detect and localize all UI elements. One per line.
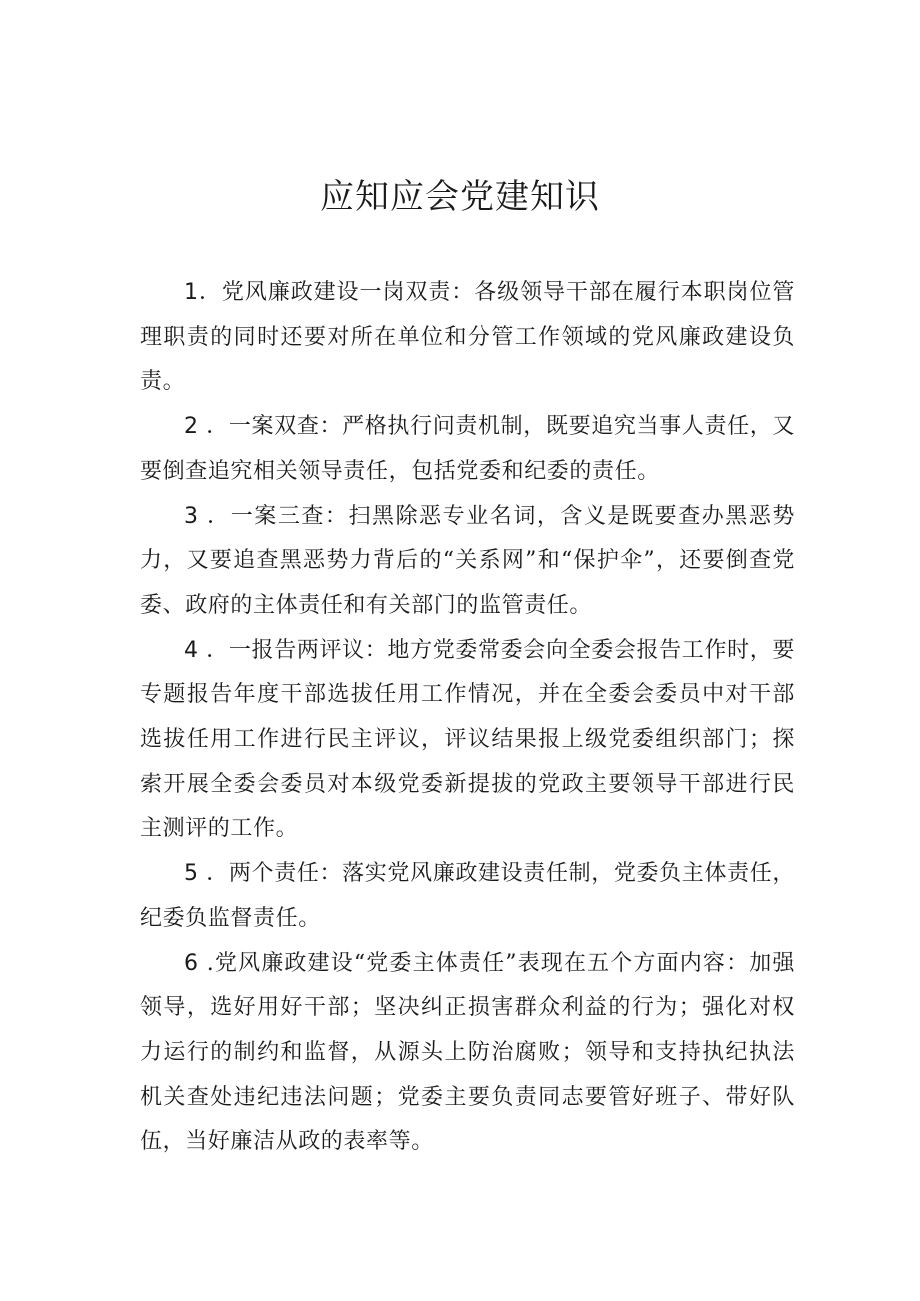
paragraph-5 [140,852,795,941]
item-separator: ． [198,637,229,663]
document-body [140,271,795,1165]
item-text: 一案双查：严格执行问责机制，既要追究当事人责任，又要倒查追究相关领导责任，包括党委和纪委的责任。 [140,414,795,484]
item-text: 一报告两评议：地方党委常委会向全委会报告工作时，要专题报告年度干部选拔任用工作情况，并在全委会委员中对干部选拔任用工作进行民主评议，评议结果报上级党委组织部门；探索开展全委会委员对本级党委新提拔的党政主要领导干部进行民主测评的工作。 [140,637,795,842]
item-number: 1 [184,280,199,305]
item-separator: ． [198,414,229,440]
item-separator: . [198,950,215,976]
item-number: 4 [184,637,199,663]
paragraph-2 [140,405,795,494]
item-number: 6 [184,950,199,976]
paragraph-1 [140,271,795,405]
item-separator: ． [198,503,231,529]
item-separator: ． [198,280,222,305]
item-text: 一案三查：扫黑除恶专业名词，含义是既要查办黑恶势力，又要追查黑恶势力背后的“关系网”和“保护伞”，还要倒查党委、政府的主体责任和有关部门的监管责任。 [140,503,795,618]
item-number: 3 [184,503,199,529]
item-number: 2 [184,414,199,440]
item-number: 5 [184,861,199,887]
item-text: 两个责任：落实党风廉政建设责任制，党委负主体责任，纪委负监督责任。 [140,861,795,931]
item-text: 党风廉政建设一岗双责：各级领导干部在履行本职岗位管理职责的同时还要对所在单位和分管工作领域的党风廉政建设负责。 [140,280,795,395]
paragraph-6 [140,942,795,1166]
paragraph-4 [140,629,795,853]
item-text: 党风廉政建设“党委主体责任”表现在五个方面内容：加强领导，选好用好干部；坚决纠正损害群众利益的行为；强化对权力运行的制约和监督，从源头上防治腐败；领导和支持执纪执法机关查处违纪违法问题；党委主要负责同志要管好班子、带好队伍，当好廉洁从政的表率等。 [140,950,795,1155]
item-separator: ． [198,861,229,887]
paragraph-3 [140,495,795,629]
document-title: 应知应会党建知识 [320,177,600,217]
